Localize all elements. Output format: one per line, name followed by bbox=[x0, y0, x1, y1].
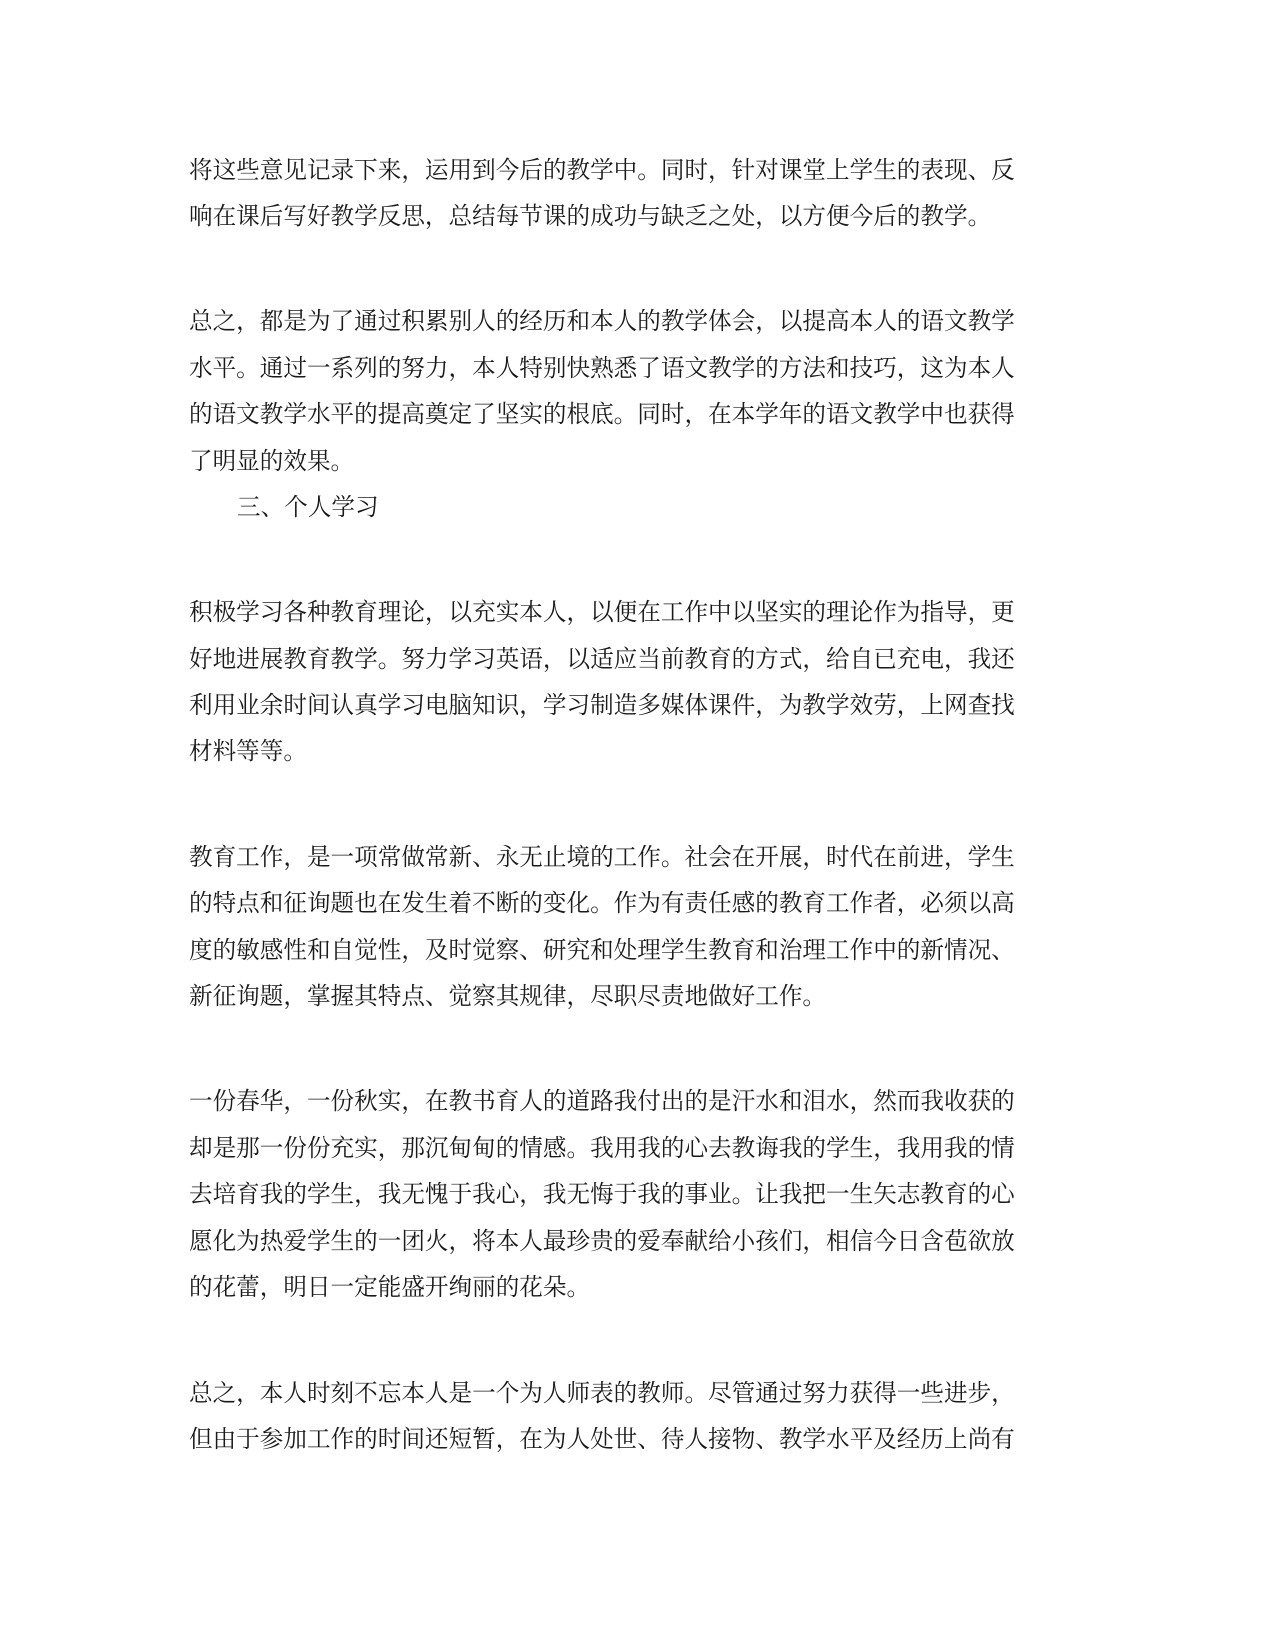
text-line: 利用业余时间认真学习电脑知识，学习制造多媒体课件，为教学效劳，上网查找 bbox=[189, 691, 1015, 719]
text-line: 水平。通过一系列的努力，本人特别快熟悉了语文教学的方法和技巧，这为本人 bbox=[189, 354, 1015, 382]
text-line: 去培育我的学生，我无愧于我心，我无悔于我的事业。让我把一生矢志教育的心 bbox=[189, 1180, 1015, 1208]
text-line: 了明显的效果。 bbox=[189, 447, 355, 475]
text-line: 度的敏感性和自觉性，及时觉察、研究和处理学生教育和治理工作中的新情况、 bbox=[189, 936, 1015, 964]
text-line: 积极学习各种教育理论，以充实本人，以便在工作中以坚实的理论作为指导，更 bbox=[189, 598, 1015, 626]
text-line: 的语文教学水平的提高奠定了坚实的根底。同时，在本学年的语文教学中也获得 bbox=[189, 400, 1015, 428]
text-line: 却是那一份份充实，那沉甸甸的情感。我用我的心去教诲我的学生，我用我的情 bbox=[189, 1134, 1015, 1162]
text-line: 一份春华，一份秋实，在教书育人的道路我付出的是汗水和泪水，然而我收获的 bbox=[189, 1087, 1015, 1115]
text-line: 总之，都是为了通过积累别人的经历和本人的教学体会，以提高本人的语文教学 bbox=[189, 307, 1015, 335]
text-line: 教育工作，是一项常做常新、永无止境的工作。社会在开展，时代在前进，学生 bbox=[189, 843, 1015, 871]
text-line: 总之，本人时刻不忘本人是一个为人师表的教师。尽管通过努力获得一些进步， bbox=[189, 1379, 1015, 1407]
text-line: 将这些意见记录下来，运用到今后的教学中。同时，针对课堂上学生的表现、反 bbox=[189, 156, 1015, 184]
text-line: 材料等等。 bbox=[189, 737, 307, 765]
text-line: 的特点和征询题也在发生着不断的变化。作为有责任感的教育工作者，必须以高 bbox=[189, 889, 1015, 917]
text-line: 响在课后写好教学反思，总结每节课的成功与缺乏之处，以方便今后的教学。 bbox=[189, 202, 992, 230]
text-line: 新征询题，掌握其特点、觉察其规律，尽职尽责地做好工作。 bbox=[189, 982, 827, 1010]
text-line: 愿化为热爱学生的一团火，将本人最珍贵的爱奉献给小孩们，相信今日含苞欲放 bbox=[189, 1227, 1015, 1255]
text-line: 但由于参加工作的时间还短暂，在为人处世、待人接物、教学水平及经历上尚有 bbox=[189, 1425, 1015, 1453]
text-line: 好地进展教育教学。努力学习英语，以适应当前教育的方式，给自已充电，我还 bbox=[189, 645, 1015, 673]
section-heading: 三、个人学习 bbox=[237, 493, 379, 521]
text-line: 的花蕾，明日一定能盛开绚丽的花朵。 bbox=[189, 1273, 591, 1301]
